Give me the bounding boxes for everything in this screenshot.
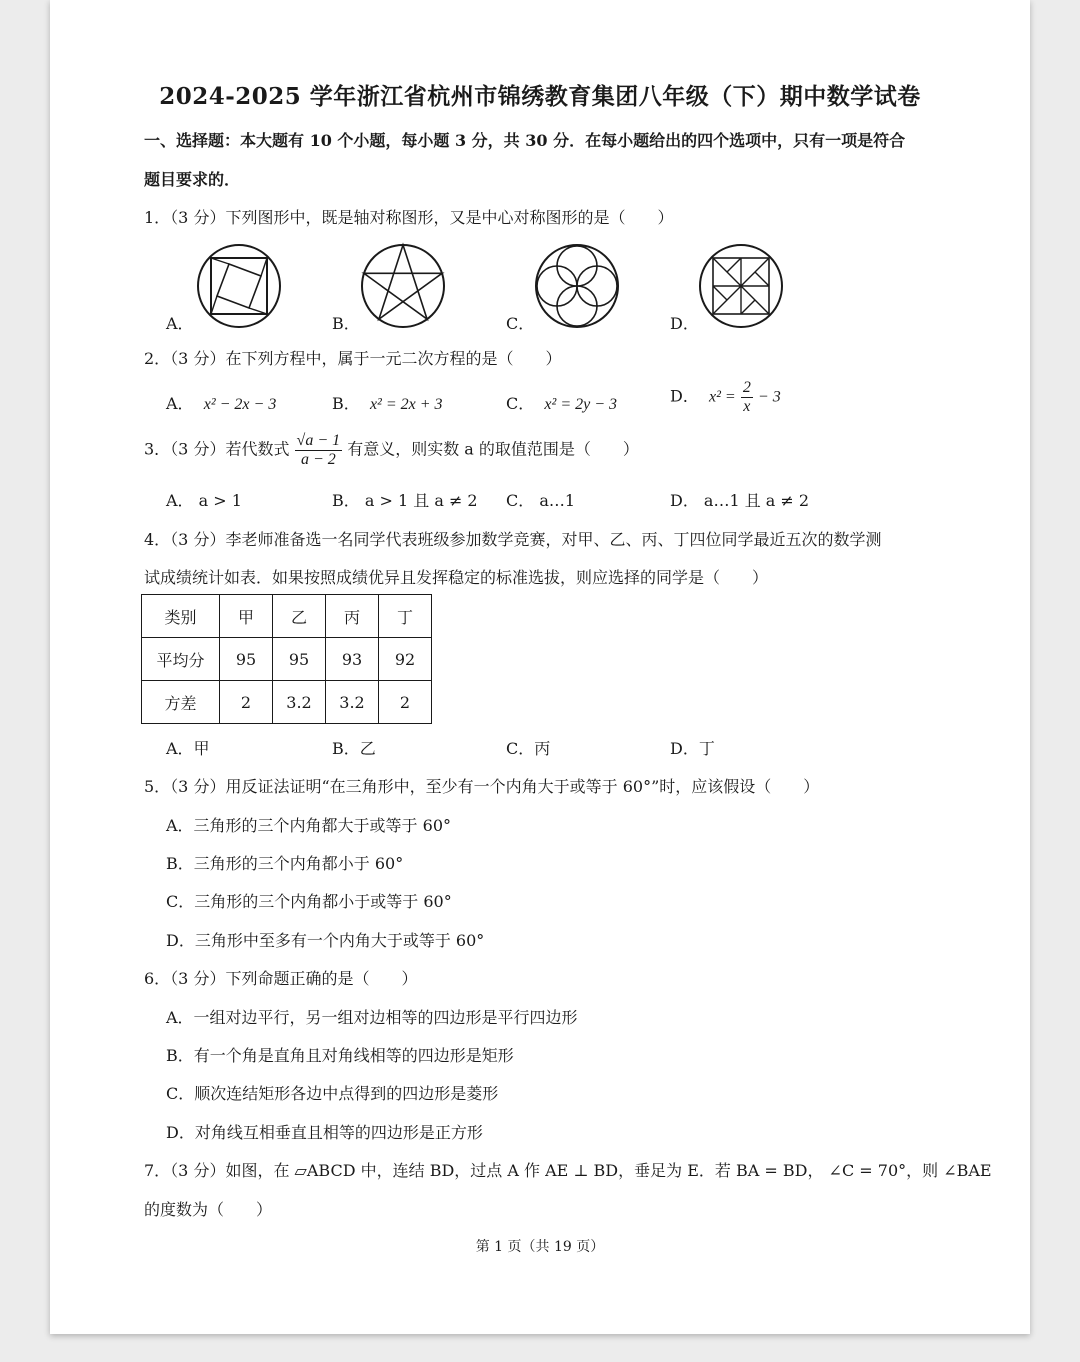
- q4-option-c: C．丙: [506, 739, 551, 758]
- page-footer: 第 1 页（共 19 页）: [475, 1239, 605, 1255]
- q2-option-c: [506, 391, 617, 414]
- q6-option-b: B．有一个角是直角且对角线相等的四边形是矩形: [166, 1046, 514, 1065]
- q7-stem-line1: 7．（3 分）如图，在 ▱ABCD 中，连结 BD，过点 A 作 AE ⊥ BD，垂足为 E．若 BA = BD， ∠C = 70°，则 ∠BAE: [144, 1161, 992, 1180]
- q3-option-b: B． a > 1 且 a ≠ 2: [332, 491, 478, 510]
- q4-stem-line1: 4．（3 分）李老师准备选一名同学代表班级参加数学竞赛，对甲、乙、丙、丁四位同学最近五次的数学测: [144, 530, 882, 549]
- table-row: [142, 681, 432, 724]
- q5-option-a: A．三角形的三个内角都大于或等于 60°: [166, 816, 452, 835]
- q2-option-d-fraction: [741, 379, 753, 415]
- q3-denominator: a − 2: [300, 450, 336, 468]
- q2-option-b-label: B．: [332, 394, 360, 413]
- q5-stem: 5．（3 分）用反证法证明“在三角形中，至少有一个内角大于或等于 60°”时，应该假设（ ）: [144, 777, 820, 796]
- table-header-cell: 丙: [326, 595, 379, 638]
- q2-option-d-lhs: x² =: [709, 388, 736, 406]
- q2-option-a-expr: x² − 2x − 3: [203, 396, 277, 413]
- table-header-cell: 乙: [273, 595, 326, 638]
- table-cell: 3.2: [326, 681, 379, 724]
- table-cell: 92: [379, 638, 432, 681]
- table-header-cell: 类别: [142, 595, 220, 638]
- section1-heading-line1: 一、选择题：本大题有 10 个小题，每小题 3 分，共 30 分．在每小题给出的四个选项中，只有一项是符合: [144, 131, 906, 150]
- table-cell: 方差: [142, 681, 220, 724]
- table-header-cell: 丁: [379, 595, 432, 638]
- q4-option-a: A．甲: [166, 739, 210, 758]
- q5-option-b: B．三角形的三个内角都小于 60°: [166, 854, 404, 873]
- table-header-row: [142, 595, 432, 638]
- q2-option-a-label: A．: [166, 394, 194, 413]
- table-cell: 2: [220, 681, 273, 724]
- q6-option-d: D．对角线互相垂直且相等的四边形是正方形: [166, 1123, 483, 1142]
- q2-option-c-label: C．: [506, 394, 535, 413]
- q3-prefix: 3．（3 分）若代数式: [144, 439, 290, 459]
- pinwheel-in-circle-icon: [698, 243, 784, 329]
- q7-stem-line2: 的度数为（ ）: [144, 1200, 273, 1219]
- table-row: [142, 638, 432, 681]
- q2-stem: 2．（3 分）在下列方程中，属于一元二次方程的是（ ）: [144, 349, 562, 368]
- q3-option-a: A． a > 1: [166, 491, 242, 510]
- q2-option-d-denominator: x: [743, 397, 751, 415]
- q1-option-b-label: B．: [332, 314, 360, 333]
- q6-option-a: A．一组对边平行，另一组对边相等的四边形是平行四边形: [166, 1008, 578, 1027]
- q3-stem: [144, 432, 639, 468]
- square-in-circle-icon: [196, 243, 282, 329]
- q3-option-c: C． a…1: [506, 491, 576, 510]
- q6-stem: 6．（3 分）下列命题正确的是（ ）: [144, 969, 418, 988]
- q3-suffix: 有意义，则实数 a 的取值范围是（ ）: [347, 439, 639, 459]
- q5-option-d: D．三角形中至多有一个内角大于或等于 60°: [166, 931, 485, 950]
- q2-option-b: [332, 391, 443, 414]
- q2-option-c-expr: x² = 2y − 3: [544, 396, 618, 413]
- pentagram-in-circle-icon: [360, 243, 446, 329]
- q3-fraction: [295, 432, 343, 468]
- exam-page: [50, 0, 1030, 1334]
- table-cell: 2: [379, 681, 432, 724]
- q1-option-a-label: A．: [166, 314, 194, 333]
- four-circles-in-circle-icon: [534, 243, 620, 329]
- q2-option-d-label: D．: [670, 386, 699, 406]
- q2-option-d: [670, 379, 781, 415]
- q2-option-d-tail: − 3: [757, 388, 781, 406]
- score-table: [141, 594, 432, 724]
- q2-option-a: [166, 391, 276, 414]
- q1-option-d-label: D．: [670, 314, 699, 333]
- table-cell: 93: [326, 638, 379, 681]
- table-cell: 95: [220, 638, 273, 681]
- q1-stem: 1．（3 分）下列图形中，既是轴对称图形，又是中心对称图形的是（ ）: [144, 208, 674, 227]
- q4-option-b: B．乙: [332, 739, 376, 758]
- q4-stem-line2: 试成绩统计如表．如果按照成绩优异且发挥稳定的标准选拔，则应选择的同学是（ ）: [144, 568, 769, 587]
- table-cell: 平均分: [142, 638, 220, 681]
- table-header-cell: 甲: [220, 595, 273, 638]
- section1-heading-line2: 题目要求的．: [144, 170, 241, 189]
- table-cell: 95: [273, 638, 326, 681]
- q3-option-d: D． a…1 且 a ≠ 2: [670, 491, 810, 510]
- q4-option-d: D．丁: [670, 739, 715, 758]
- table-cell: 3.2: [273, 681, 326, 724]
- q6-option-c: C．顺次连结矩形各边中点得到的四边形是菱形: [166, 1084, 499, 1103]
- q5-option-c: C．三角形的三个内角都小于或等于 60°: [166, 892, 452, 911]
- q2-option-b-expr: x² = 2x + 3: [369, 396, 443, 413]
- q1-option-c-label: C．: [506, 314, 535, 333]
- q2-option-d-numerator: 2: [742, 379, 751, 396]
- q3-numerator: √a − 1: [296, 432, 341, 449]
- exam-title: 2024-2025 学年浙江省杭州市锦绣教育集团八年级（下）期中数学试卷: [159, 83, 921, 110]
